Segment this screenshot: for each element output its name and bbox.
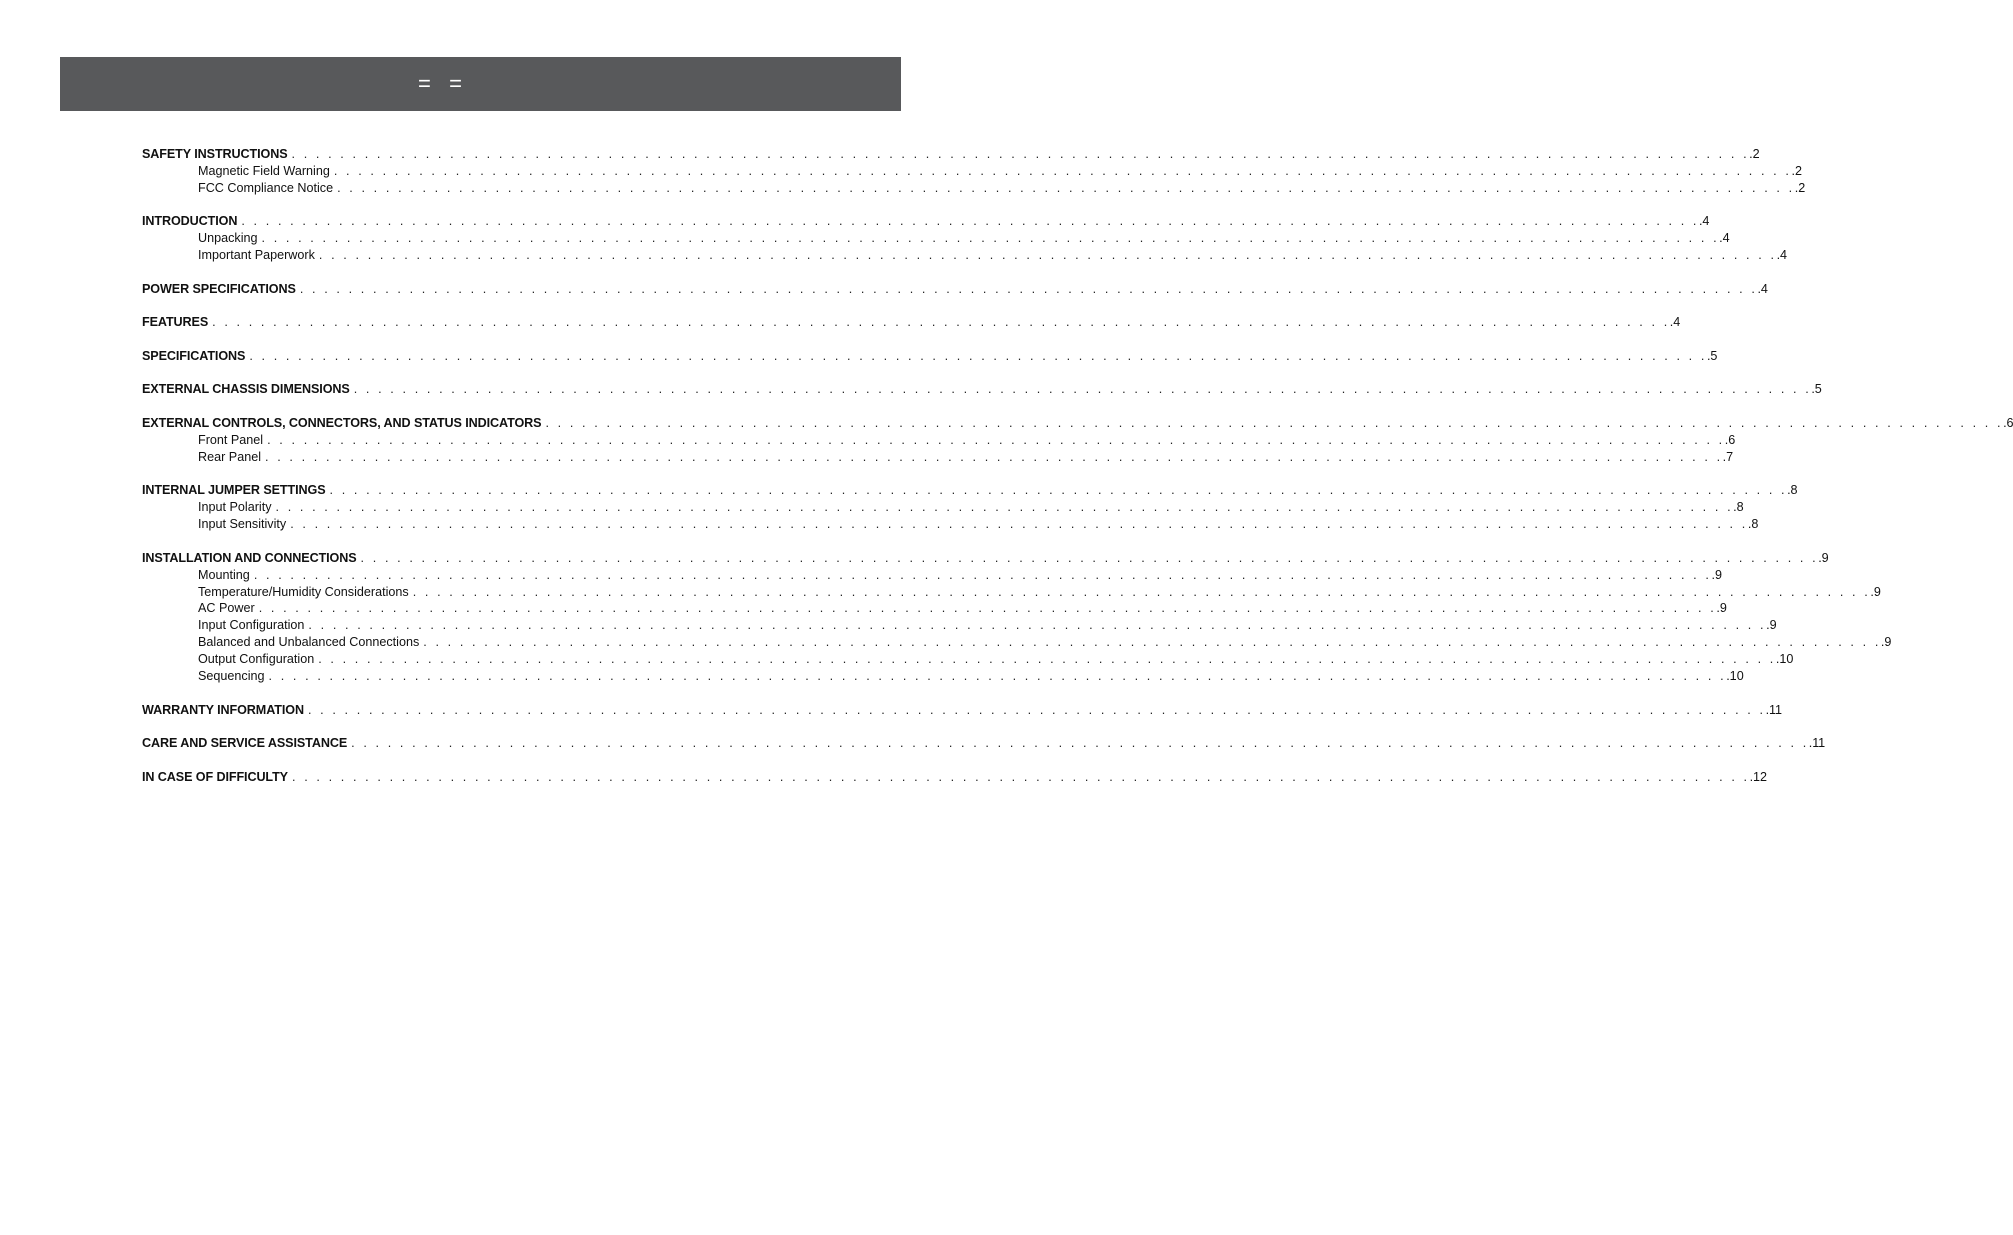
toc-entry-label: Input Configuration — [198, 618, 305, 633]
toc-subsection — [142, 449, 1734, 466]
toc-subsection — [142, 651, 1794, 668]
toc-subsection — [142, 499, 1744, 516]
toc-page-number: .5 — [1706, 348, 1718, 363]
toc-dot-leader: . . . . . . . . . . . . . . . . . . . . . . . . . . . . . . . . . . . . . . . . . . . . . . . . . . . . . . . . . . . . . . . . . . . . . . . . . . . . . . . . . . . . . . . . . . . . . . . . . . . . . . . . . . . . . . . . . . . . . . . . — [299, 281, 1758, 296]
toc-page-number: .9 — [1870, 584, 1881, 599]
toc-entry-label: Magnetic Field Warning — [198, 163, 330, 178]
toc-entry-label: Input Polarity — [198, 500, 272, 515]
header-title: = = — [418, 71, 463, 96]
toc-page-number: .8 — [1787, 483, 1798, 498]
toc-page-number: .6 — [1724, 432, 1736, 447]
toc-dot-leader: . . . . . . . . . . . . . . . . . . . . . . . . . . . . . . . . . . . . . . . . . . . . . . . . . . . . . . . . . . . . . . . . . . . . . . . . . . . . . . . . . . . . . . . . . . . . . . . . . . . . . . . . . . . . . . . . . . . . . . . . — [545, 416, 2004, 431]
toc-dot-leader: . . . . . . . . . . . . . . . . . . . . . . . . . . . . . . . . . . . . . . . . . . . . . . . . . . . . . . . . . . . . . . . . . . . . . . . . . . . . . . . . . . . . . . . . . . . . . . . . . . . . . . . . . . . . . . . . . . . . . . . . — [261, 231, 1720, 246]
toc-entry-label: INTERNAL JUMPER SETTINGS — [142, 483, 326, 498]
toc-page-number: .2 — [1794, 180, 1806, 195]
toc-dot-leader: . . . . . . . . . . . . . . . . . . . . . . . . . . . . . . . . . . . . . . . . . . . . . . . . . . . . . . . . . . . . . . . . . . . . . . . . . . . . . . . . . . . . . . . . . . . . . . . . . . . . . . . . . . . . . . . . . . . . . . . . — [353, 382, 1812, 397]
toc-page-number: .7 — [1722, 449, 1734, 464]
toc-entry-label: CARE AND SERVICE ASSISTANCE — [142, 736, 348, 751]
toc-section — [142, 348, 1718, 365]
toc-section — [142, 482, 1798, 499]
toc-subsection — [142, 247, 1788, 264]
toc-subsection — [142, 163, 1802, 180]
toc-dot-leader: . . . . . . . . . . . . . . . . . . . . . . . . . . . . . . . . . . . . . . . . . . . . . . . . . . . . . . . . . . . . . . . . . . . . . . . . . . . . . . . . . . . . . . . . . . . . . . . . . . . . . . . . . . . . . . . . . . . . . . . . — [318, 248, 1777, 263]
toc-entry-label: Important Paperwork — [198, 248, 315, 263]
toc-subsection — [142, 432, 1736, 449]
toc-entry-label: AC Power — [198, 601, 255, 616]
toc-dot-leader: . . . . . . . . . . . . . . . . . . . . . . . . . . . . . . . . . . . . . . . . . . . . . . . . . . . . . . . . . . . . . . . . . . . . . . . . . . . . . . . . . . . . . . . . . . . . . . . . . . . . . . . . . . . . . . . . . . . . . . . . — [268, 668, 1727, 683]
toc-page-number: .11 — [1765, 702, 1782, 717]
toc-entry-label: IN CASE OF DIFFICULTY — [142, 769, 288, 784]
toc-section — [142, 146, 1760, 163]
toc-dot-leader: . . . . . . . . . . . . . . . . . . . . . . . . . . . . . . . . . . . . . . . . . . . . . . . . . . . . . . . . . . . . . . . . . . . . . . . . . . . . . . . . . . . . . . . . . . . . . . . . . . . . . . . . . . . . . . . . . . . . . . . . — [337, 180, 1795, 195]
toc-section — [142, 314, 1681, 331]
toc-page-number: .9 — [1766, 618, 1777, 633]
toc-entry-label: SAFETY INSTRUCTIONS — [142, 147, 288, 161]
toc-subsection — [142, 668, 1744, 685]
toc-subsection — [142, 617, 1777, 634]
toc-dot-leader: . . . . . . . . . . . . . . . . . . . . . . . . . . . . . . . . . . . . . . . . . . . . . . . . . . . . . . . . . . . . . . . . . . . . . . . . . . . . . . . . . . . . . . . . . . . . . . . . . . . . . . . . . . . . . . . . . . . . . . . . — [291, 147, 1750, 161]
toc-entry-label: EXTERNAL CHASSIS DIMENSIONS — [142, 382, 350, 397]
toc-page-number: .4 — [1719, 231, 1730, 246]
toc-entry-label: Sequencing — [198, 668, 265, 683]
toc-subsection — [142, 180, 1806, 197]
toc-dot-leader: . . . . . . . . . . . . . . . . . . . . . . . . . . . . . . . . . . . . . . . . . . . . . . . . . . . . . . . . . . . . . . . . . . . . . . . . . . . . . . . . . . . . . . . . . . . . . . . . . . . . . . . . . . . . . . . . . . . . . . . . — [351, 736, 1809, 751]
toc-section — [142, 213, 1710, 230]
toc-dot-leader: . . . . . . . . . . . . . . . . . . . . . . . . . . . . . . . . . . . . . . . . . . . . . . . . . . . . . . . . . . . . . . . . . . . . . . . . . . . . . . . . . . . . . . . . . . . . . . . . . . . . . . . . . . . . . . . . . . . . . . . . — [292, 769, 1750, 784]
toc-dot-leader: . . . . . . . . . . . . . . . . . . . . . . . . . . . . . . . . . . . . . . . . . . . . . . . . . . . . . . . . . . . . . . . . . . . . . . . . . . . . . . . . . . . . . . . . . . . . . . . . . . . . . . . . . . . . . . . . . . . . . . . . — [412, 584, 1871, 599]
toc-page-number: .2 — [1749, 147, 1760, 161]
toc-section — [142, 550, 1829, 567]
toc-section — [142, 735, 1826, 752]
toc-page-number: .12 — [1749, 769, 1767, 784]
toc-section — [142, 415, 2013, 432]
toc-dot-leader: . . . . . . . . . . . . . . . . . . . . . . . . . . . . . . . . . . . . . . . . . . . . . . . . . . . . . . . . . . . . . . . . . . . . . . . . . . . . . . . . . . . . . . . . . . . . . . . . . . . . . . . . . . . . . . . . . . . . . . . . — [241, 214, 1700, 229]
toc-dot-leader: . . . . . . . . . . . . . . . . . . . . . . . . . . . . . . . . . . . . . . . . . . . . . . . . . . . . . . . . . . . . . . . . . . . . . . . . . . . . . . . . . . . . . . . . . . . . . . . . . . . . . . . . . . . . . . . . . . . . . . . . — [333, 163, 1792, 178]
toc-subsection — [142, 567, 1722, 584]
toc-entry-label: Temperature/Humidity Considerations — [198, 584, 409, 599]
toc-entry-label: SPECIFICATIONS — [142, 348, 246, 363]
toc-dot-leader: . . . . . . . . . . . . . . . . . . . . . . . . . . . . . . . . . . . . . . . . . . . . . . . . . . . . . . . . . . . . . . . . . . . . . . . . . . . . . . . . . . . . . . . . . . . . . . . . . . . . . . . . . . . . . . . . . . . . . . . . — [290, 517, 1748, 532]
toc-entry-label: WARRANTY INFORMATION — [142, 702, 304, 717]
toc-dot-leader: . . . . . . . . . . . . . . . . . . . . . . . . . . . . . . . . . . . . . . . . . . . . . . . . . . . . . . . . . . . . . . . . . . . . . . . . . . . . . . . . . . . . . . . . . . . . . . . . . . . . . . . . . . . . . . . . . . . . . . . . — [258, 601, 1717, 616]
toc-dot-leader: . . . . . . . . . . . . . . . . . . . . . . . . . . . . . . . . . . . . . . . . . . . . . . . . . . . . . . . . . . . . . . . . . . . . . . . . . . . . . . . . . . . . . . . . . . . . . . . . . . . . . . . . . . . . . . . . . . . . . . . . — [329, 483, 1788, 498]
toc-entry-label: Rear Panel — [198, 449, 262, 464]
toc-dot-leader: . . . . . . . . . . . . . . . . . . . . . . . . . . . . . . . . . . . . . . . . . . . . . . . . . . . . . . . . . . . . . . . . . . . . . . . . . . . . . . . . . . . . . . . . . . . . . . . . . . . . . . . . . . . . . . . . . . . . . . . . — [275, 500, 1734, 515]
toc-entry-label: Input Sensitivity — [198, 517, 287, 532]
toc-page-number: .4 — [1699, 214, 1710, 229]
toc-dot-leader: . . . . . . . . . . . . . . . . . . . . . . . . . . . . . . . . . . . . . . . . . . . . . . . . . . . . . . . . . . . . . . . . . . . . . . . . . . . . . . . . . . . . . . . . . . . . . . . . . . . . . . . . . . . . . . . . . . . . . . . . — [360, 550, 1819, 565]
toc-section — [142, 281, 1768, 298]
toc-dot-leader: . . . . . . . . . . . . . . . . . . . . . . . . . . . . . . . . . . . . . . . . . . . . . . . . . . . . . . . . . . . . . . . . . . . . . . . . . . . . . . . . . . . . . . . . . . . . . . . . . . . . . . . . . . . . . . . . . . . . . . . . — [267, 432, 1725, 447]
toc-page-number: .8 — [1733, 500, 1744, 515]
toc-subsection — [142, 230, 1730, 247]
toc-page-number: .5 — [1811, 382, 1822, 397]
toc-entry-label: EXTERNAL CONTROLS, CONNECTORS, AND STATUS INDICATORS — [142, 416, 542, 431]
toc-subsection — [142, 516, 1759, 533]
toc-page-number: .9 — [1818, 550, 1829, 565]
toc-entry-label: Mounting — [198, 567, 250, 582]
toc-dot-leader: . . . . . . . . . . . . . . . . . . . . . . . . . . . . . . . . . . . . . . . . . . . . . . . . . . . . . . . . . . . . . . . . . . . . . . . . . . . . . . . . . . . . . . . . . . . . . . . . . . . . . . . . . . . . . . . . . . . . . . . . — [212, 315, 1670, 330]
toc-dot-leader: . . . . . . . . . . . . . . . . . . . . . . . . . . . . . . . . . . . . . . . . . . . . . . . . . . . . . . . . . . . . . . . . . . . . . . . . . . . . . . . . . . . . . . . . . . . . . . . . . . . . . . . . . . . . . . . . . . . . . . . . — [318, 652, 1776, 667]
toc-subsection — [142, 584, 1881, 601]
toc-entry-label: FCC Compliance Notice — [198, 180, 334, 195]
toc-page-number: .9 — [1716, 601, 1727, 616]
toc-page-number: .10 — [1726, 668, 1744, 683]
toc-dot-leader: . . . . . . . . . . . . . . . . . . . . . . . . . . . . . . . . . . . . . . . . . . . . . . . . . . . . . . . . . . . . . . . . . . . . . . . . . . . . . . . . . . . . . . . . . . . . . . . . . . . . . . . . . . . . . . . . . . . . . . . . — [265, 449, 1723, 464]
toc-dot-leader: . . . . . . . . . . . . . . . . . . . . . . . . . . . . . . . . . . . . . . . . . . . . . . . . . . . . . . . . . . . . . . . . . . . . . . . . . . . . . . . . . . . . . . . . . . . . . . . . . . . . . . . . . . . . . . . . . . . . . . . . — [308, 618, 1767, 633]
toc-entry-label: INSTALLATION AND CONNECTIONS — [142, 550, 357, 565]
toc-dot-leader: . . . . . . . . . . . . . . . . . . . . . . . . . . . . . . . . . . . . . . . . . . . . . . . . . . . . . . . . . . . . . . . . . . . . . . . . . . . . . . . . . . . . . . . . . . . . . . . . . . . . . . . . . . . . . . . . . . . . . . . . — [307, 702, 1766, 717]
toc-page-number: .6 — [2003, 416, 2013, 431]
toc-entry-label: Front Panel — [198, 432, 264, 447]
toc-page-number: .9 — [1711, 567, 1722, 582]
toc-entry-label: FEATURES — [142, 315, 209, 330]
toc-page-number: .8 — [1747, 517, 1759, 532]
toc-dot-leader: . . . . . . . . . . . . . . . . . . . . . . . . . . . . . . . . . . . . . . . . . . . . . . . . . . . . . . . . . . . . . . . . . . . . . . . . . . . . . . . . . . . . . . . . . . . . . . . . . . . . . . . . . . . . . . . . . . . . . . . . — [253, 567, 1712, 582]
toc-entry-label: INTRODUCTION — [142, 214, 238, 229]
toc-entry-label: Unpacking — [198, 231, 258, 246]
toc-page-number: .10 — [1775, 652, 1794, 667]
toc-section — [142, 769, 1767, 786]
toc-subsection — [142, 600, 1727, 617]
toc-subsection — [142, 634, 1892, 651]
toc-page-number: .4 — [1776, 248, 1788, 263]
toc-entry-label: Output Configuration — [198, 652, 315, 667]
table-of-contents — [142, 146, 2013, 786]
toc-page-number: .4 — [1757, 281, 1768, 296]
toc-section — [142, 381, 1822, 398]
toc-dot-leader: . . . . . . . . . . . . . . . . . . . . . . . . . . . . . . . . . . . . . . . . . . . . . . . . . . . . . . . . . . . . . . . . . . . . . . . . . . . . . . . . . . . . . . . . . . . . . . . . . . . . . . . . . . . . . . . . . . . . . . . . — [249, 348, 1707, 363]
toc-section — [142, 702, 1782, 719]
toc-page-number: .2 — [1791, 163, 1802, 178]
toc-dot-leader: . . . . . . . . . . . . . . . . . . . . . . . . . . . . . . . . . . . . . . . . . . . . . . . . . . . . . . . . . . . . . . . . . . . . . . . . . . . . . . . . . . . . . . . . . . . . . . . . . . . . . . . . . . . . . . . . . . . . . . . . — [423, 635, 1881, 650]
toc-entry-label: Balanced and Unbalanced Connections — [198, 635, 420, 650]
toc-page-number: .4 — [1669, 315, 1681, 330]
toc-page-number: .11 — [1808, 736, 1826, 751]
toc-page-number: .9 — [1880, 635, 1892, 650]
toc-entry-label: POWER SPECIFICATIONS — [142, 281, 296, 296]
